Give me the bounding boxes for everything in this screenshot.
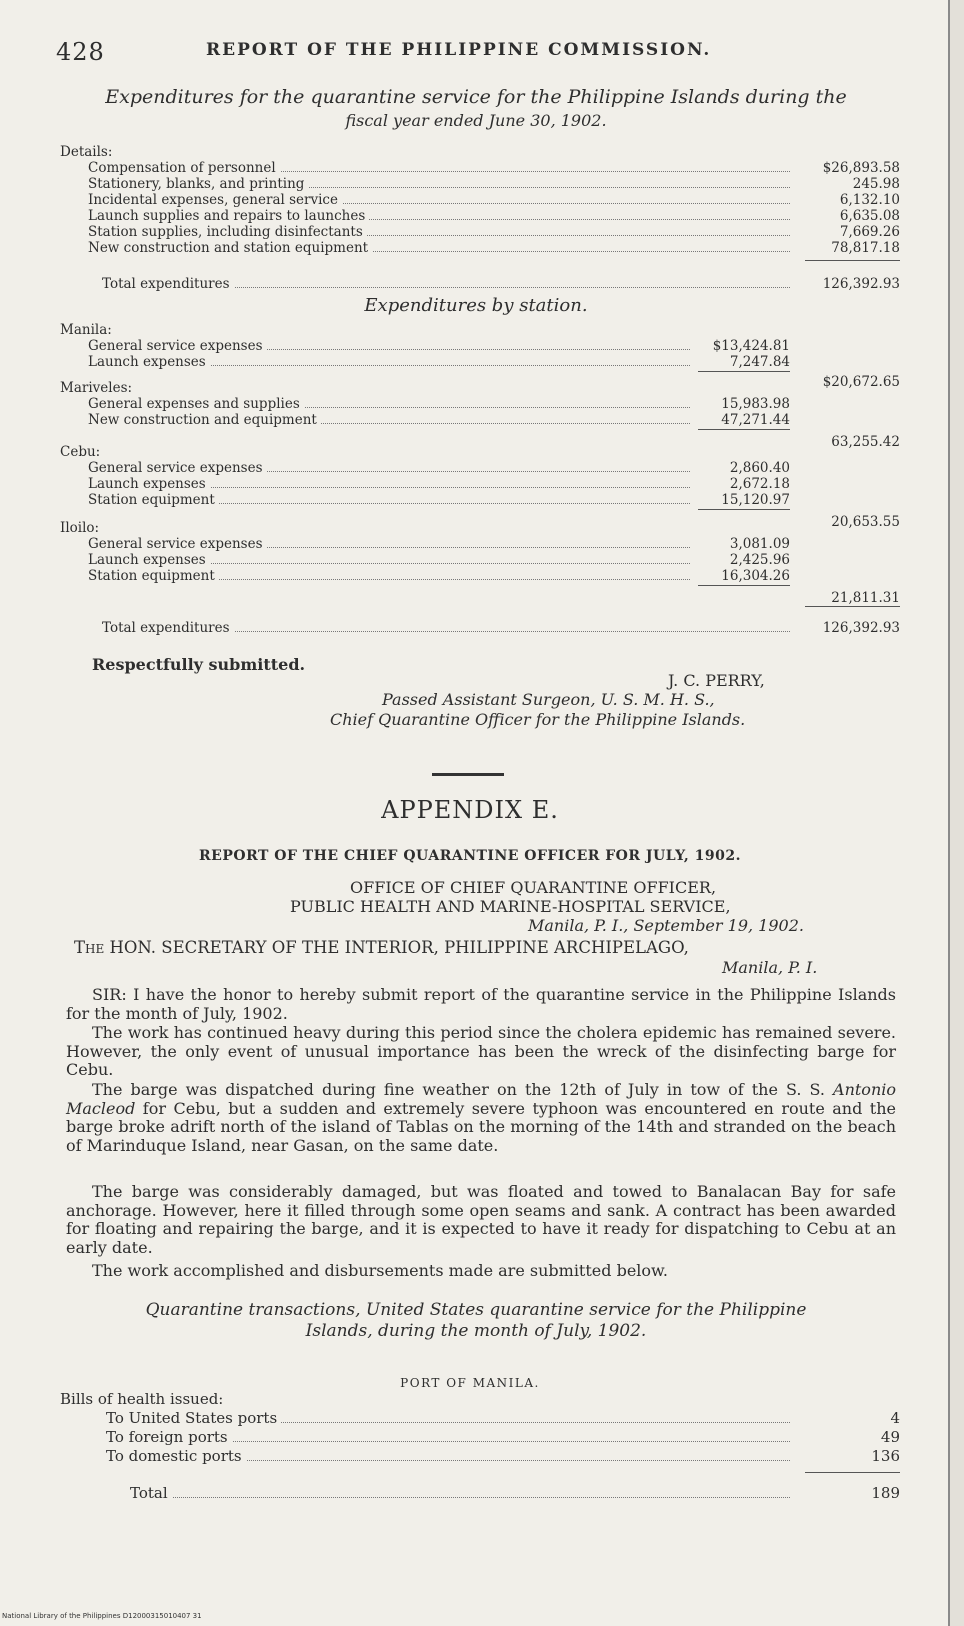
port-heading: PORT OF MANILA. (400, 1376, 540, 1390)
station-name-row (60, 322, 900, 338)
table-row (60, 412, 900, 428)
row-value: 7,669.26 (839, 224, 900, 240)
table3-title-line2: Islands, during the month of July, 1902. (305, 1321, 647, 1341)
row-value: 15,120.97 (721, 492, 790, 508)
row-label: General service expenses (88, 536, 267, 552)
total-value: 126,392.93 (822, 620, 900, 636)
table3-title-line1: Quarantine transactions, United States quarantine service for the Philippine (145, 1300, 807, 1320)
total-value: 189 (871, 1484, 900, 1502)
row-value: 49 (880, 1428, 900, 1446)
signer-title-1: Passed Assistant Surgeon, U. S. M. H. S., (382, 690, 715, 709)
total-row (60, 620, 900, 636)
closing-line: Respectfully submitted. (92, 655, 306, 674)
row-label: New construction and station equipment (88, 240, 372, 256)
signer-name: J. C. PERRY, (668, 671, 765, 690)
table-row (60, 1409, 900, 1428)
row-label: Stationery, blanks, and printing (88, 176, 308, 192)
signer-title-2: Chief Quarantine Officer for the Philippine Islands. (330, 710, 746, 729)
table-row (60, 476, 900, 492)
details-label-row (60, 144, 900, 160)
row-label: To domestic ports (106, 1447, 246, 1466)
subtotal-value: 20,653.55 (831, 514, 900, 530)
letter-paragraph-3 (66, 1081, 896, 1155)
letter-paragraph-4: The barge was considerably damaged, but was floated and towed to Banalacan Bay for safe anchorage. However, here it filled through some open seams and sank. A contract has been awarded for floating and repairing the barge, and it is expected to have it ready for dispatching to Cebu at an early date. (66, 1182, 896, 1257)
row-value: 2,672.18 (729, 476, 790, 492)
row-label: General service expenses (88, 338, 267, 354)
row-label: New construction and equipment (88, 412, 321, 428)
table-row (60, 396, 900, 412)
row-value: $26,893.58 (822, 160, 900, 176)
total-label: Total expenditures (102, 620, 234, 636)
row-value: 7,247.84 (729, 354, 790, 370)
table-row (60, 1447, 900, 1466)
row-label: Station equipment (88, 568, 219, 584)
office-date: Manila, P. I., September 19, 1902. (528, 916, 804, 935)
row-value: 4 (890, 1409, 900, 1427)
table1-title-line1: Expenditures for the quarantine service for the Philippine Islands during the (105, 86, 847, 108)
table-row (60, 552, 900, 568)
table-row (60, 1428, 900, 1447)
station-iloilo (60, 520, 900, 636)
table-row (60, 492, 900, 508)
table-row (60, 160, 900, 176)
row-label: Launch supplies and repairs to launches (88, 208, 369, 224)
row-label: Station equipment (88, 492, 219, 508)
row-label: Compensation of personnel (88, 160, 280, 176)
table-row (60, 224, 900, 240)
table-row (60, 176, 900, 192)
station-name: Mariveles: (60, 380, 136, 396)
subtotal-rule (698, 429, 790, 430)
row-value: 136 (871, 1447, 900, 1465)
station-name-row (60, 520, 900, 536)
row-value: 16,304.26 (721, 568, 790, 584)
subtotal-rule (698, 509, 790, 510)
row-value: 6,635.08 (839, 208, 900, 224)
subtotal-value: 63,255.42 (831, 434, 900, 450)
row-label: Launch expenses (88, 354, 210, 370)
table1-title-line2: fiscal year ended June 30, 1902. (345, 111, 607, 130)
dot-leader (140, 1497, 790, 1498)
row-label: Incidental expenses, general service (88, 192, 342, 208)
total-label: Total (130, 1484, 172, 1503)
row-value: $13,424.81 (712, 338, 790, 354)
scan-footnote: National Library of the Philippines D12000315010407 31 (2, 1612, 202, 1620)
appendix-heading: APPENDIX E. (381, 796, 559, 824)
subtotal-value: $20,672.65 (822, 374, 900, 390)
station-name-row (60, 444, 900, 460)
para3-end: for Cebu, but a sudden and extremely severe typhoon was encountered en route and the barge broke adrift north of the island of Tablas on the morning of the 14th and stranded on the beach of Marinduque Island, near Gasan, on the same date. (66, 1098, 896, 1155)
row-value: 47,271.44 (721, 412, 790, 428)
table-row (60, 240, 900, 256)
subtotal-rule (698, 585, 790, 586)
total-label: Total expenditures (102, 276, 234, 292)
row-label: Launch expenses (88, 552, 210, 568)
appendix-subheading: REPORT OF THE CHIEF QUARANTINE OFFICER FOR JULY, 1902. (199, 848, 741, 864)
details-label: Details: (60, 144, 116, 160)
station-name: Cebu: (60, 444, 104, 460)
row-value: 245.98 (852, 176, 900, 192)
row-label: To United States ports (106, 1409, 281, 1428)
page-number: 428 (56, 38, 105, 66)
section-divider (432, 773, 504, 776)
table1-details (60, 144, 900, 292)
row-value: 78,817.18 (831, 240, 900, 256)
station-mariveles (60, 380, 900, 450)
addressee: The HON. SECRETARY OF THE INTERIOR, PHILIPPINE ARCHIPELAGO, (74, 938, 689, 957)
total-rule (805, 260, 900, 261)
running-title: REPORT OF THE PHILIPPINE COMMISSION. (206, 40, 712, 60)
total-row (60, 1484, 900, 1503)
row-value: 2,425.96 (729, 552, 790, 568)
row-label: Launch expenses (88, 476, 210, 492)
table2-title: Expenditures by station. (364, 295, 588, 316)
para3-start: The barge was dispatched during fine weather on the 12th of July in tow of the S. S. (92, 1080, 834, 1099)
table1-title (56, 86, 896, 132)
office-line-2: PUBLIC HEALTH AND MARINE-HOSPITAL SERVICE, (290, 897, 731, 916)
office-line-1: OFFICE OF CHIEF QUARANTINE OFFICER, (350, 878, 717, 897)
table-row (60, 354, 900, 370)
subtotal-rule (698, 371, 790, 372)
page-edge (948, 0, 964, 1626)
row-value: 6,132.10 (839, 192, 900, 208)
row-label: To foreign ports (106, 1428, 232, 1447)
total-value: 126,392.93 (822, 276, 900, 292)
letter-paragraph-2: The work has continued heavy during this period since the cholera epidemic has remained severe. However, the only event of unusual importance has been the wreck of the disinfecting barge for Cebu. (66, 1023, 896, 1079)
row-label: General service expenses (88, 460, 267, 476)
subtotal-value: 21,811.31 (831, 590, 900, 606)
table-row (60, 460, 900, 476)
table-row (60, 208, 900, 224)
subtotal-row (60, 590, 900, 606)
letter-paragraph-1: SIR: I have the honor to hereby submit report of the quarantine service in the Philippine Islands for the month of July, 1902. (66, 985, 896, 1023)
table-row (60, 568, 900, 584)
page-header (56, 34, 876, 74)
row-value: 15,983.98 (721, 396, 790, 412)
total-rule (805, 1472, 900, 1473)
row-label: Station supplies, including disinfectants (88, 224, 367, 240)
station-name-row (60, 380, 900, 396)
table-row (60, 192, 900, 208)
station-cebu (60, 444, 900, 530)
row-value: 3,081.09 (729, 536, 790, 552)
row-value: 2,860.40 (729, 460, 790, 476)
total-row (60, 276, 900, 292)
station-name: Manila: (60, 322, 116, 338)
letter-paragraph-5: The work accomplished and disbursements made are submitted below. (92, 1261, 668, 1280)
row-label: General expenses and supplies (88, 396, 304, 412)
total-rule (805, 606, 900, 607)
group-label-row (60, 1390, 900, 1409)
table3-body (60, 1390, 900, 1503)
table-row (60, 536, 900, 552)
station-name: Iloilo: (60, 520, 103, 536)
group-label: Bills of health issued: (60, 1390, 227, 1409)
addressee-place: Manila, P. I. (722, 958, 818, 977)
table-row (60, 338, 900, 354)
ship-name: Antonio Macleod (66, 1080, 896, 1118)
table3-title (56, 1300, 896, 1342)
